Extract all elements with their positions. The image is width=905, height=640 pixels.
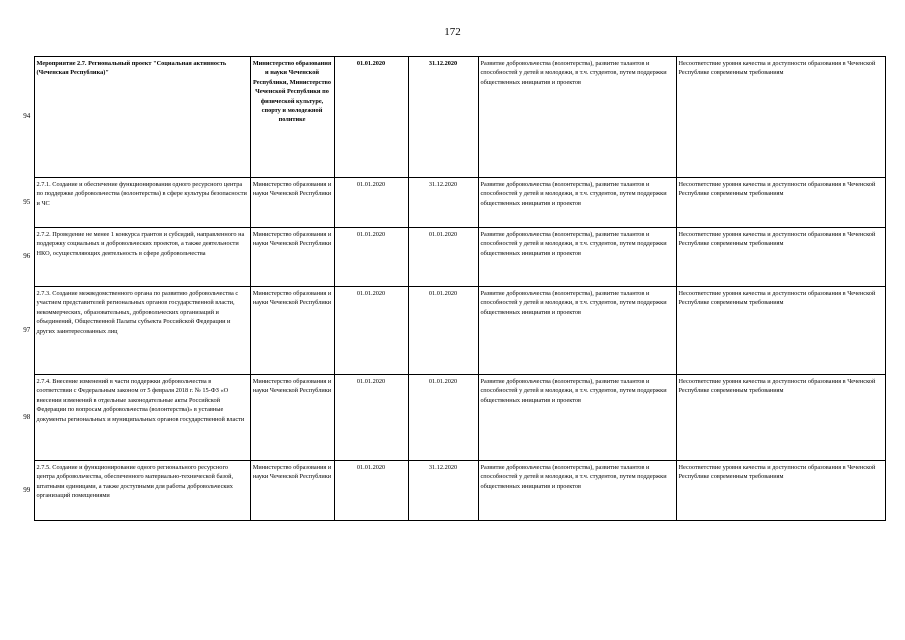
table-row <box>20 287 885 375</box>
table-row <box>20 375 885 461</box>
end-date: 31.12.2020 <box>408 461 478 521</box>
end-date: 01.01.2020 <box>408 287 478 375</box>
row-number: 99 <box>20 461 34 521</box>
responsible-org: Министерство образования и науки Чеченской Республики, Министерство Чеченской Республики по физической культуре, спорту и молодежной политике <box>250 57 334 178</box>
consequence-text: Несоответствие уровня качества и доступности образования в Чеченской Республике современным требованиям <box>676 57 885 178</box>
start-date: 01.01.2020 <box>334 461 408 521</box>
table-row <box>20 228 885 287</box>
expected-result: Развитие добровольчества (волонтерства), развитие талантов и способностей у детей и молодежи, в т.ч. студентов, путем поддержки общественных инициатив и проектов <box>478 178 676 228</box>
responsible-org: Министерство образования и науки Чеченской Республики <box>250 228 334 287</box>
measure-title: Мероприятие 2.7. Региональный проект "Социальная активность (Чеченская Республика)" <box>34 57 250 178</box>
expected-result: Развитие добровольчества (волонтерства), развитие талантов и способностей у детей и молодежи, в т.ч. студентов, путем поддержки общественных инициатив и проектов <box>478 57 676 178</box>
responsible-org: Министерство образования и науки Чеченской Республики <box>250 287 334 375</box>
consequence-text: Несоответствие уровня качества и доступности образования в Чеченской Республике современным требованиям <box>676 375 885 461</box>
expected-result: Развитие добровольчества (волонтерства), развитие талантов и способностей у детей и молодежи, в т.ч. студентов, путем поддержки общественных инициатив и проектов <box>478 461 676 521</box>
expected-result: Развитие добровольчества (волонтерства), развитие талантов и способностей у детей и молодежи, в т.ч. студентов, путем поддержки общественных инициатив и проектов <box>478 287 676 375</box>
row-number: 97 <box>20 287 34 375</box>
page-number: 172 <box>444 26 461 38</box>
start-date: 01.01.2020 <box>334 178 408 228</box>
responsible-org: Министерство образования и науки Чеченской Республики <box>250 375 334 461</box>
responsible-org: Министерство образования и науки Чеченской Республики <box>250 178 334 228</box>
measure-title: 2.7.3. Создание межведомственного органа по развитию добровольчества с участием представителей региональных органов государственной власти, некоммерческих, образовательных, добровольческих организаций и объединений, Общественной Палаты субъекта Российской Федерации и других заинтересованных лиц <box>34 287 250 375</box>
row-number: 98 <box>20 375 34 461</box>
end-date: 31.12.2020 <box>408 178 478 228</box>
end-date: 01.01.2020 <box>408 375 478 461</box>
measure-title: 2.7.1. Создание и обеспечение функционирования одного ресурсного центра по поддержке добровольчества (волонтерства) в сфере культуры безопасности и ЧС <box>34 178 250 228</box>
table-row <box>20 461 885 521</box>
consequence-text: Несоответствие уровня качества и доступности образования в Чеченской Республике современным требованиям <box>676 461 885 521</box>
expected-result: Развитие добровольчества (волонтерства), развитие талантов и способностей у детей и молодежи, в т.ч. студентов, путем поддержки общественных инициатив и проектов <box>478 228 676 287</box>
end-date: 01.01.2020 <box>408 228 478 287</box>
row-number: 95 <box>20 178 34 228</box>
end-date: 31.12.2020 <box>408 57 478 178</box>
start-date: 01.01.2020 <box>334 228 408 287</box>
consequence-text: Несоответствие уровня качества и доступности образования в Чеченской Республике современным требованиям <box>676 228 885 287</box>
table-row <box>20 57 885 178</box>
consequence-text: Несоответствие уровня качества и доступности образования в Чеченской Республике современным требованиям <box>676 178 885 228</box>
table-row <box>20 178 885 228</box>
start-date: 01.01.2020 <box>334 287 408 375</box>
start-date: 01.01.2020 <box>334 375 408 461</box>
row-number: 96 <box>20 228 34 287</box>
measures-table <box>20 56 886 521</box>
measure-title: 2.7.5. Создание и функционирование одного регионального ресурсного центра добровольчества, обеспеченного материально-технической базой, штатными единицами, а также доступными для работы добровольческих организаций помещениями <box>34 461 250 521</box>
consequence-text: Несоответствие уровня качества и доступности образования в Чеченской Республике современным требованиям <box>676 287 885 375</box>
expected-result: Развитие добровольчества (волонтерства), развитие талантов и способностей у детей и молодежи, в т.ч. студентов, путем поддержки общественных инициатив и проектов <box>478 375 676 461</box>
measure-title: 2.7.4. Внесение изменений в части поддержки добровольчества в соответствии с Федеральным законом от 5 февраля 2018 г. № 15-ФЗ «О внесении изменений в отдельные законодательные акты Российской Федерации по вопросам добровольчества (волонтерства)» в уставные документы региональных и муниципальных органов государственной власти <box>34 375 250 461</box>
responsible-org: Министерство образования и науки Чеченской Республики <box>250 461 334 521</box>
row-number: 94 <box>20 57 34 178</box>
start-date: 01.01.2020 <box>334 57 408 178</box>
measure-title: 2.7.2. Проведение не менее 1 конкурса грантов и субсидий, направленного на поддержку социальных и добровольческих проектов, а также деятельности НКО, осуществляющих деятельность в сфере добровольчества <box>34 228 250 287</box>
